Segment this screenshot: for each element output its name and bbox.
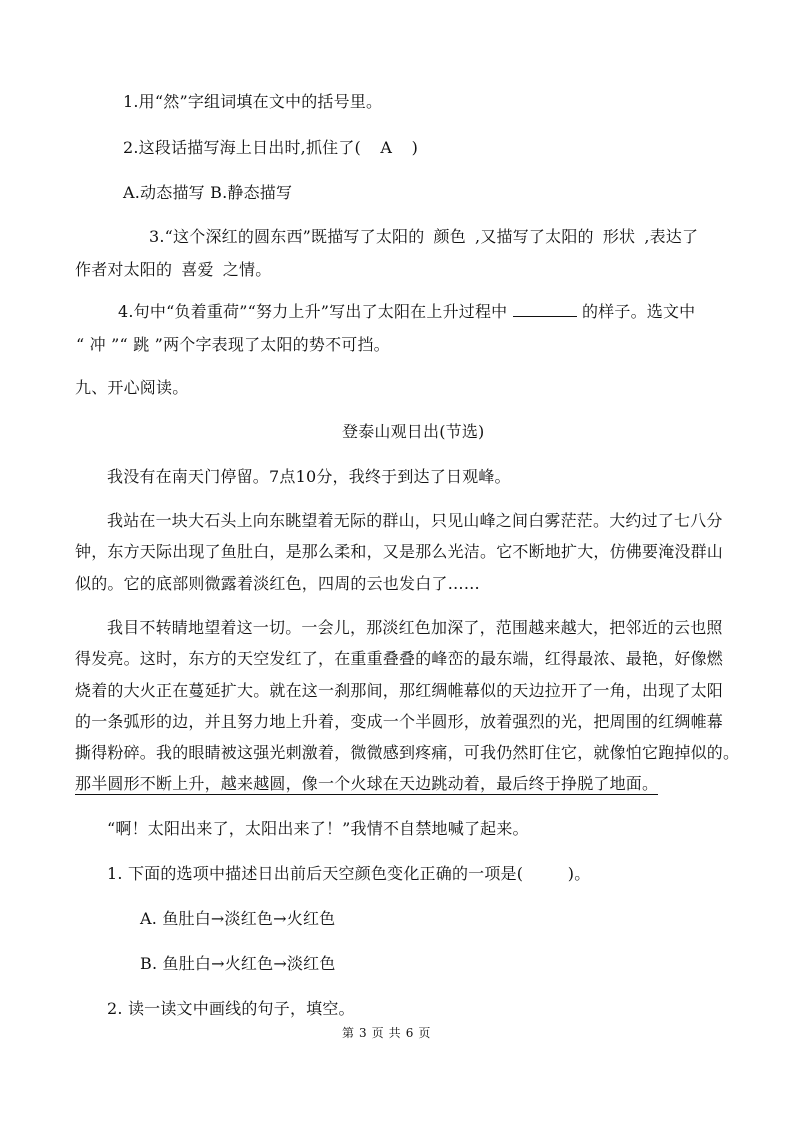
question-2-suffix: )	[411, 138, 419, 157]
passage-paragraph-1: 我没有在南天门停留。7点10分，我终于到达了日观峰。	[107, 467, 511, 486]
question-4-suffix: 的样子。选文中	[581, 302, 696, 321]
question-3-line-1	[149, 226, 698, 248]
question-3-answer-2: 形状	[602, 227, 636, 246]
question-4-blank[interactable]	[513, 301, 577, 317]
question-4-line-2: “ 冲 ”“ 跳 ”两个字表现了太阳的势不可挡。	[76, 335, 390, 354]
question-3-mid: ,又描写了太阳的	[475, 227, 594, 246]
question-3-suffix: ,表达了	[644, 227, 699, 246]
reading-question-1-prefix: 1. 下面的选项中描述日出前后天空颜色变化正确的一项是(	[107, 864, 524, 883]
question-3-line-2	[75, 259, 271, 281]
page-number: 第 3 页 共 6 页	[342, 1026, 431, 1040]
passage-paragraph-3-line-3: 烧着的大火正在蔓延扩大。就在这一刹那间，那红绸帷幕似的天边拉开了一角，出现了太阳	[75, 681, 724, 700]
reading-question-2: 2. 读一读文中画线的句子，填空。	[107, 999, 355, 1018]
question-2-options: A.动态描写 B.静态描写	[123, 183, 293, 202]
reading-question-1	[107, 863, 590, 885]
question-4-line-1	[118, 301, 695, 323]
question-4-prefix: 4.句中“负着重荷”“努力上升”写出了太阳在上升过程中	[118, 302, 508, 321]
passage-paragraph-3-line-1: 我目不转睛地望着这一切。一会儿，那淡红色加深了，范围越来越大，把邻近的云也照	[107, 618, 723, 637]
passage-title: 登泰山观日出(节选)	[342, 422, 485, 441]
passage-paragraph-3-line-5: 撕得粉碎。我的眼睛被这强光刺激着，微微感到疼痛，可我仍然盯住它，就像怕它跑掉似的。	[75, 743, 740, 762]
reading-question-1-suffix: )。	[567, 864, 591, 883]
passage-paragraph-2-line-3: 似的。它的底部则微露着淡红色，四周的云也发白了……	[75, 574, 481, 593]
passage-quote: “啊！太阳出来了，太阳出来了！”我情不自禁地喊了起来。	[107, 819, 529, 838]
question-2-prefix: 2.这段话描写海上日出时,抓住了(	[123, 138, 361, 157]
section-heading: 九、开心阅读。	[75, 378, 189, 397]
question-3-answer-1: 颜色	[433, 227, 466, 246]
question-3-line-2-suffix: 之情。	[222, 260, 272, 279]
underlined-sentence-text: 那半圆形不断上升，越来越圆，像一个火球在天边跳动着，最后终于挣脱了地面。	[75, 774, 659, 793]
question-3-prefix: 3.“这个深红的圆东西”既描写了太阳的	[149, 227, 425, 246]
question-1: 1.用“然”字组词填在文中的括号里。	[123, 92, 383, 111]
passage-paragraph-2-line-1: 我站在一块大石头上向东眺望着无际的群山，只见山峰之间白雾茫茫。大约过了七八分	[107, 511, 723, 530]
question-2	[123, 137, 418, 159]
reading-question-1-option-b[interactable]: B. 鱼肚白→火红色→淡红色	[140, 954, 336, 973]
passage-paragraph-3-line-4: 的一条弧形的边，并且努力地上升着，变成一个半圆形，放着强烈的光，把周围的红绸帷幕	[75, 712, 724, 731]
question-3-line-2-prefix: 作者对太阳的	[75, 260, 173, 279]
passage-paragraph-3-line-2: 得发亮。这时，东方的天空发红了，在重重叠叠的峰峦的最东端，红得最浓、最艳，好像燃	[75, 649, 724, 668]
reading-question-1-option-a[interactable]: A. 鱼肚白→淡红色→火红色	[140, 909, 336, 928]
passage-paragraph-2-line-2: 钟，东方天际出现了鱼肚白，是那么柔和，又是那么光洁。它不断地扩大，仿佛要淹没群山	[75, 542, 724, 561]
underlined-sentence	[75, 773, 658, 795]
question-3-answer-3: 喜爱	[181, 260, 214, 279]
question-2-answer: A	[380, 138, 393, 157]
